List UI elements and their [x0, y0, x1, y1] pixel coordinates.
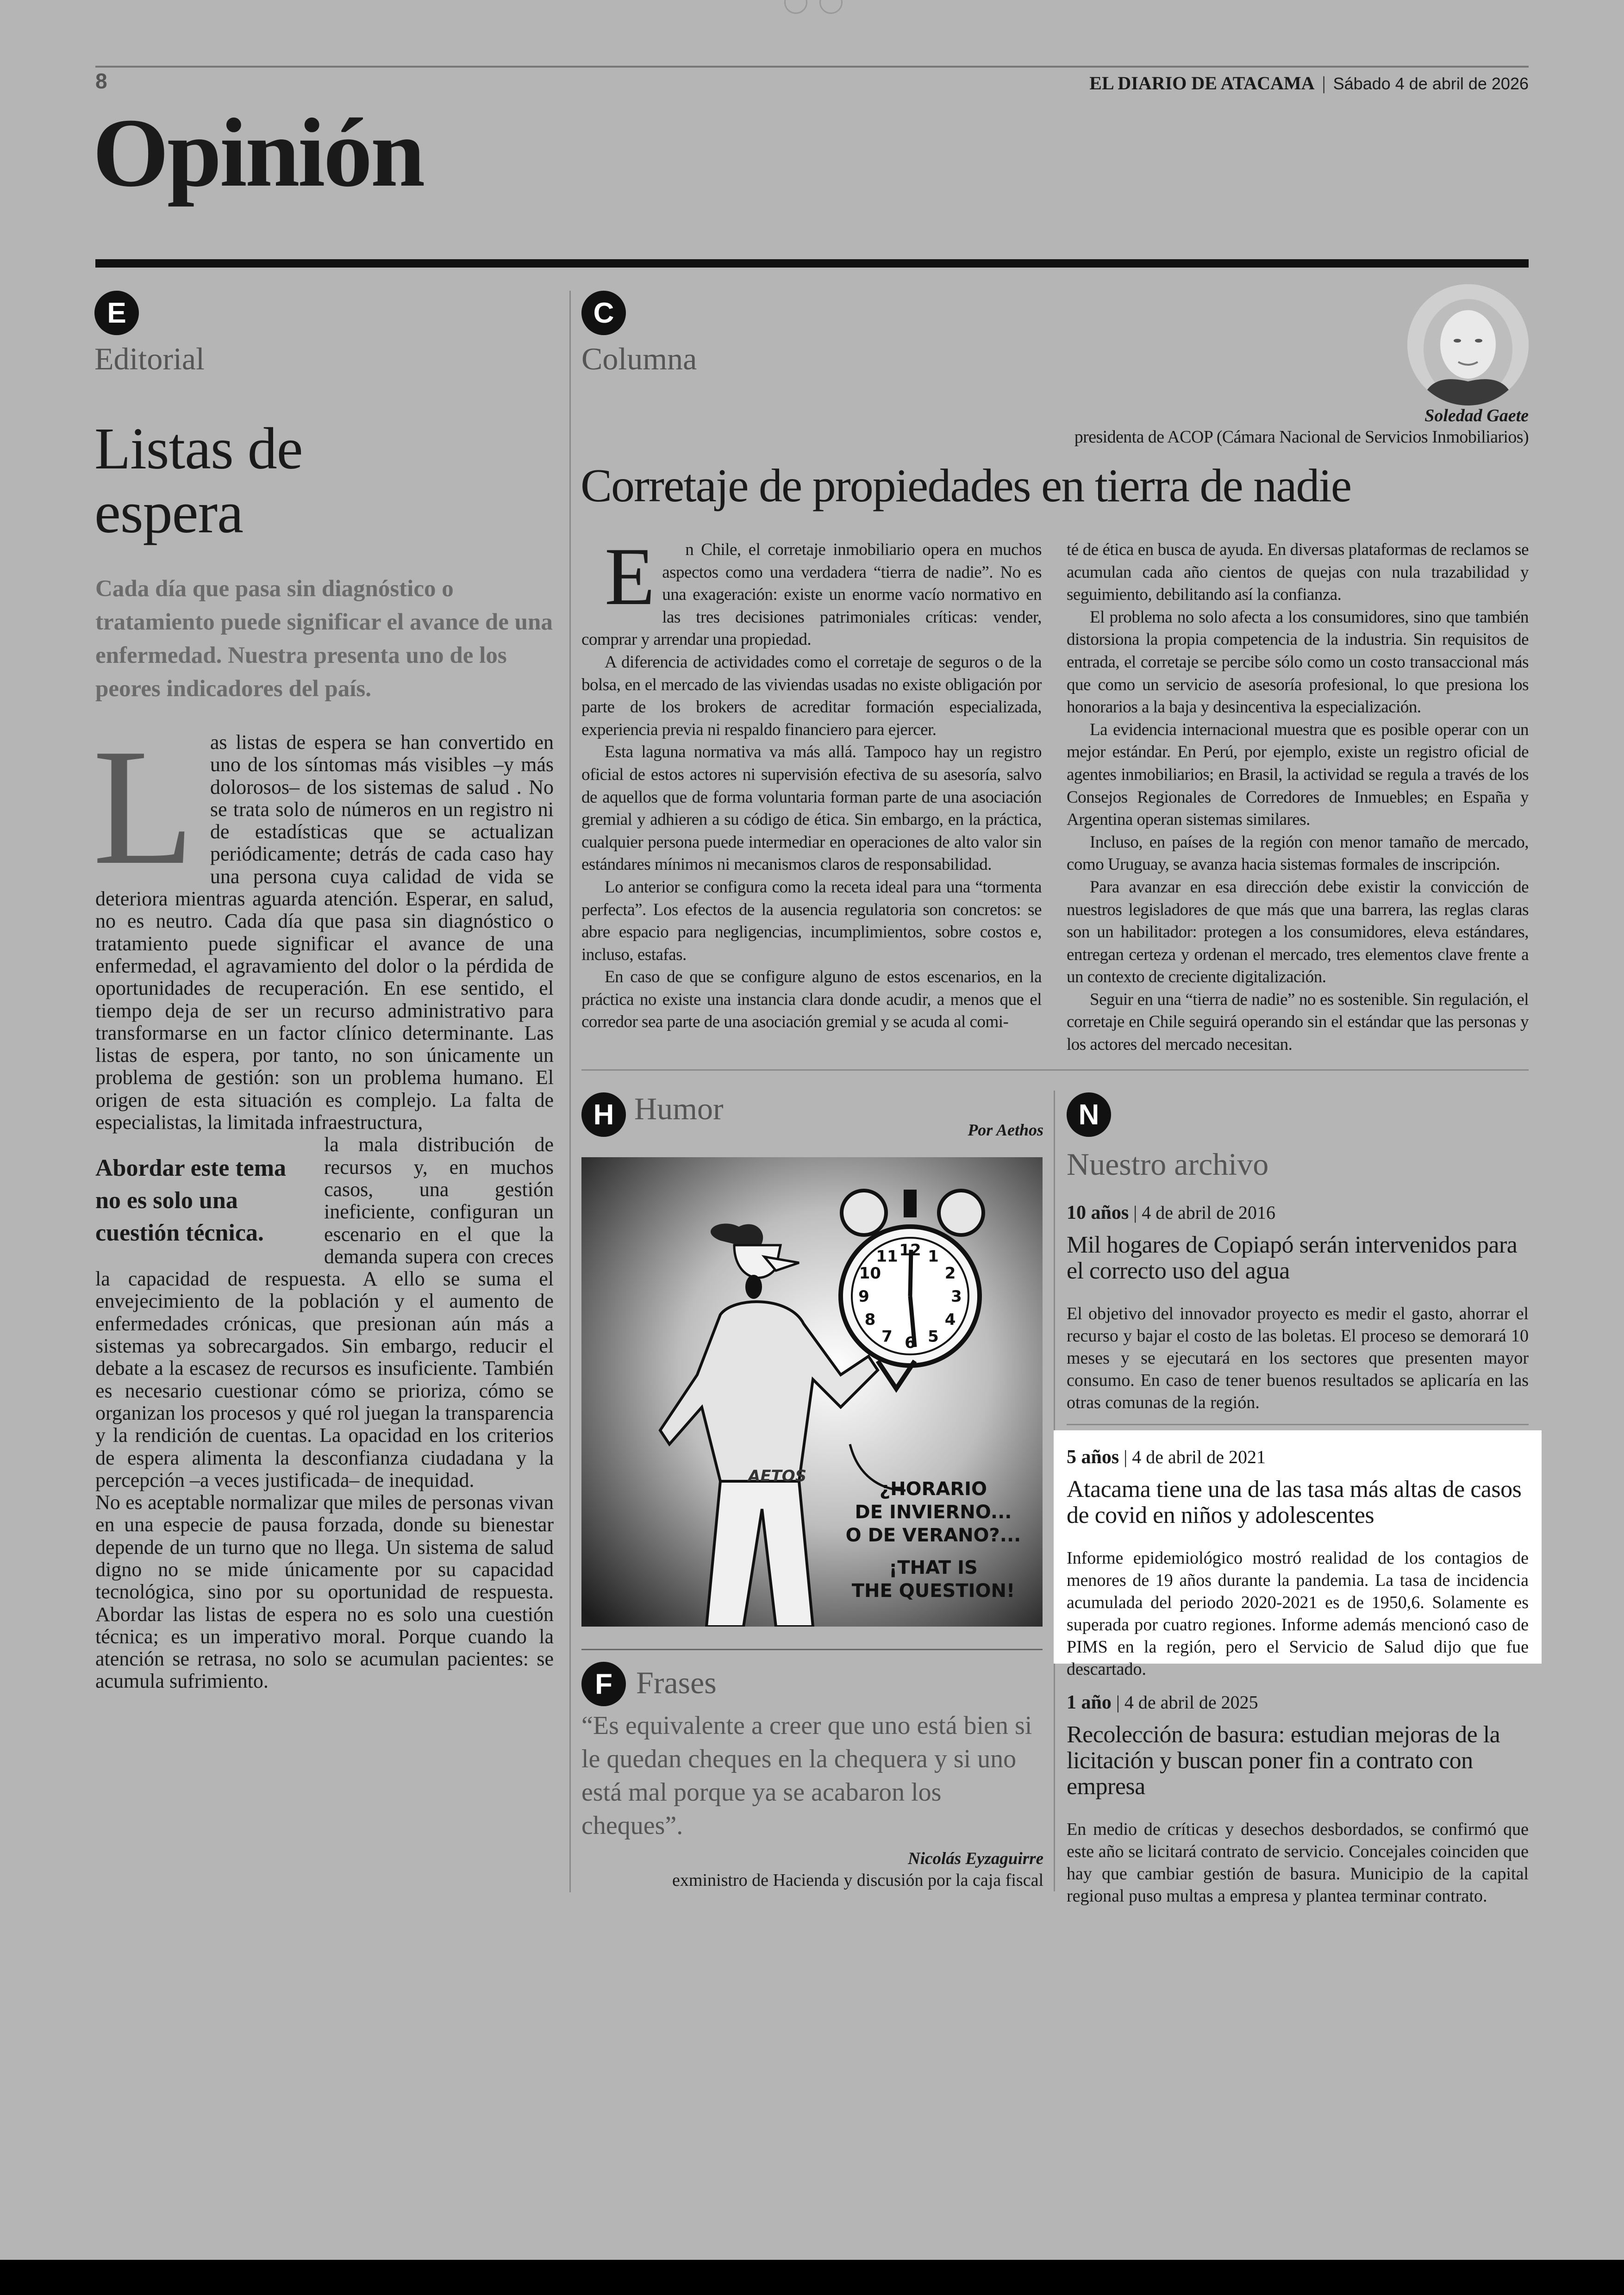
- columna-right-para-3: La evidencia internacional muestra que es posible operar con un mejor estándar. En Perú, por ejemplo, existe un registro oficial de agentes inmobiliarios; en Brasil, la actividad se regula a través de los Consejos Regionales de Corredores de Inmuebles; en España y Argentina operan sistemas similares.: [1067, 720, 1529, 829]
- columna-dropcap: E: [605, 530, 655, 622]
- columna-title: Corretaje de propiedades en tierra de nadie: [581, 460, 1351, 512]
- bubble-text-2: DE INVIERNO...: [855, 1502, 1012, 1523]
- frases-label: Frases: [636, 1665, 717, 1700]
- cartoon: [581, 1157, 1043, 1627]
- editorial-badge: E: [94, 291, 139, 335]
- editorial-title-line1: Listas de: [94, 416, 303, 481]
- masthead-separator: |: [1322, 73, 1326, 94]
- archive-divider-1: [1067, 1424, 1529, 1425]
- columna-right-para-5: Para avanzar en esa dirección debe existir la convicción de nuestros legisladores de que más que una barrera, las reglas claras son un habilitador: protegen a los consumidores, eleva estándares, entregan certeza y ordenan el mercado, tres elementos clave frente a un contexto de creciente digitalización.: [1067, 877, 1529, 987]
- clock-number: 9: [858, 1287, 869, 1306]
- clock-number: 3: [951, 1287, 962, 1306]
- archive-item-title: Mil hogares de Copiapó serán intervenidos para el correcto uso del agua: [1067, 1232, 1518, 1284]
- columna-right-column: [1067, 539, 1529, 1056]
- divider-horizontal: [581, 1069, 1529, 1071]
- archive-item-2: [1067, 1446, 1529, 1680]
- archive-separator: |: [1133, 1202, 1137, 1223]
- clock-number: 6: [905, 1334, 916, 1352]
- editorial-label: Editorial: [94, 341, 205, 376]
- clock-number: 1: [928, 1247, 939, 1266]
- clock-number: 11: [876, 1247, 898, 1266]
- archivo-label: Nuestro archivo: [1067, 1147, 1269, 1182]
- archive-item-meta: [1067, 1446, 1529, 1468]
- columna-left-para-5: En caso de que se configure alguno de estos escenarios, en la práctica no existe una instancia clara donde acudir, a menos que el corredor sea parte de una asociación gremial y se acuda al comi-: [581, 967, 1042, 1032]
- archive-item-3: [1067, 1691, 1529, 1907]
- cartoon-signature: AETOS: [748, 1467, 807, 1485]
- frases-badge: F: [581, 1662, 626, 1706]
- page-nav-prev-icon[interactable]: [784, 0, 807, 14]
- archive-item-text: El objetivo del innovador proyecto es medir el gasto, ahorrar el recurso y bajar el costo de las boletas. El proceso se demorará 10 meses y se ejecutará en los sectores que presenten mayor consumo. En caso de tener buenos resultados se aplicaría en las otras comunas de la región.: [1067, 1304, 1529, 1412]
- clock-number: 2: [944, 1264, 956, 1283]
- archive-separator: |: [1124, 1447, 1128, 1467]
- author-name: Soledad Gaete: [1424, 406, 1529, 425]
- frases-role: exministro de Hacienda y discusión por la caja fiscal: [672, 1871, 1043, 1890]
- archive-item-1: [1067, 1202, 1529, 1414]
- humor-label: Humor: [634, 1091, 724, 1126]
- clock-number: 8: [864, 1310, 876, 1329]
- editorial-para1: as listas de espera se han convertido en uno de los síntomas más visibles –y más dolorosos– de los sistemas de salud . No se trata solo de números en un registro ni de estadísticas que se actualizan periódicamente; detrás de cada caso hay una persona cuya calidad de vida se deteriora mientras aguarda atención. Esperar, en salud, no es neutro. Cada día que pasa sin diagnóstico o tratamiento puede significar el avance de una enfermedad, el agravamiento del dolor o la pérdida de oportunidades de recuperación. En ese sentido, el tiempo deja de ser un recurso administrativo para transformarse en un factor clínico determinante. Las listas de espera, por tanto, no son únicamente un problema de gestión: son un problema humano. El origen de esta situación es complejo. La falta de especialistas, la limitada infraestructura,: [95, 731, 554, 1134]
- archive-item-date: 4 de abril de 2016: [1142, 1202, 1276, 1223]
- archive-item-date: 4 de abril de 2025: [1124, 1692, 1258, 1713]
- editorial-lead: Cada día que pasa sin diagnóstico o tratamiento puede significar el avance de una enfermedad. Nuestra presenta uno de los peores indicadores del país.: [95, 576, 553, 702]
- masthead-line: [1089, 72, 1529, 94]
- archive-item-ago: 10 años: [1067, 1202, 1129, 1223]
- page-nav-next-icon[interactable]: [819, 0, 843, 14]
- columna-left-para-2: A diferencia de actividades como el corretaje de seguros o de la bolsa, en el mercado de las viviendas usadas no existe obligación por parte de los brokers de acreditar formación especializada, experiencia previa ni respaldo financiero para ejercer.: [581, 652, 1042, 739]
- columna-right-para-1: té de ética en busca de ayuda. En diversas plataformas de reclamos se acumulan cada año cientos de quejas con nula trazabilidad y seguimiento, debilitando así la confianza.: [1067, 540, 1529, 605]
- author-photo: [1407, 284, 1529, 405]
- editorial-para2: No es aceptable normalizar que miles de personas vivan en una especie de pausa forzada, donde su bienestar depende de un turno que no llega. Un sistema de salud digno no se mide únicamente por su capacidad tecnológica, sino por su oportunidad de respuesta. Abordar las listas de espera no es solo una cuestión técnica; es un imperativo moral. Porque cuando la atención se retrasa, no solo se acumulan pacientes: se acumula sufrimiento.: [95, 1491, 554, 1693]
- author-portrait-icon: [1407, 284, 1529, 405]
- columna-badge: C: [581, 291, 626, 335]
- editorial-body: [93, 714, 554, 1693]
- columna-label: Columna: [581, 341, 697, 376]
- page-number: 8: [95, 69, 107, 93]
- humor-badge: H: [581, 1092, 626, 1137]
- editorial-title-line2: espera: [94, 480, 243, 545]
- editorial-title: [94, 417, 303, 544]
- archive-item-meta: [1067, 1202, 1529, 1224]
- columna-right-para-2: El problema no solo afecta a los consumidores, sino que también distorsiona la propia competencia de la industria. Sin requisitos de entrada, el corretaje se percibe sólo como un costo transaccional más que como un servicio de asesoría profesional, lo que presiona los honorarios a la baja y desincentiva la especialización.: [1067, 607, 1529, 717]
- editorial-pullquote: Abordar este tema no es solo una cuestión técnica.: [95, 1155, 287, 1247]
- bubble-text-5: THE QUESTION!: [851, 1580, 1015, 1602]
- columna-left-para-3: Esta laguna normativa va más allá. Tampoco hay un registro oficial de estos actores ni supervisión efectiva de su asesoría, salvo de aquellos que de forma voluntaria forman parte de una asociación gremial y adhieren a su código de ética. Sin embargo, en la práctica, cualquier persona puede intermediar en operaciones de alto valor sin estándares mínimos ni mecanismos claros de responsabilidad.: [581, 742, 1042, 874]
- humor-bottom-rule: [581, 1649, 1043, 1650]
- archive-item-date: 4 de abril de 2021: [1132, 1447, 1266, 1467]
- archive-item-text: En medio de críticas y desechos desbordados, se confirmó que este año se licitará contrato de servicio. Concejales coinciden que hay que cambiar gestión de basura. Municipio de la capital regional puso multas a empresa y plantea terminar contrato.: [1067, 1820, 1529, 1906]
- archive-item-meta: [1067, 1691, 1529, 1714]
- clock-number: 12: [899, 1241, 921, 1260]
- frases-quote: “Es equivalente a creer que uno está bien si le quedan cheques en la chequera y si uno está mal porque ya se acabaron los cheques”.: [581, 1711, 1032, 1840]
- header-bottom-rule: [95, 259, 1529, 268]
- clock-number: 10: [859, 1264, 881, 1283]
- newspaper-name: EL DIARIO DE ATACAMA: [1089, 73, 1315, 94]
- archive-separator: |: [1116, 1692, 1120, 1713]
- archive-item-text: Informe epidemiológico mostró realidad de los contagios de menores de 19 años durante la pandemia. La tasa de incidencia acumulada del periodo 2020-2021 es de 1950,6. Solamente es superada por cuatro regiones. Informe además mencionó caso de PIMS en la región, pero el Servicio de Salud dijo que fue descartado.: [1067, 1548, 1529, 1679]
- editorial-para1-cont: la mala distribución de recursos y, en muchos casos, una gestión ineficiente, configuran un escenario en el que la demanda supera con creces la capacidad de respuesta. A ello se suma el envejecimiento de la población y el aumento de enfermedades crónicas, que presionan aún más a sistemas ya sobrecargados. Sin embargo, reducir el debate a la escasez de recursos es insuficiente. También es necesario cuestionar cómo se prioriza, cómo se organizan los procesos y qué rol juegan la transparencia y la rendición de cuentas. La opacidad en los criterios de espera alimenta la desconfianza ciudadana y la percepción –a veces justificada– de inequidad.: [95, 1133, 554, 1491]
- bottom-bar: [0, 2260, 1624, 2295]
- archive-item-title: Recolección de basura: estudian mejoras de la licitación y buscan poner fin a contrato con empresa: [1067, 1721, 1500, 1800]
- columna-left-para-1: n Chile, el corretaje inmobiliario opera en muchos aspectos como una verdadera “tierra de nadie”. No es una exageración: existe un enorme vacío normativo en las tres decisiones patrimoniales críticas: vender, comprar y arrendar una propiedad.: [581, 540, 1042, 649]
- archive-item-ago: 1 año: [1067, 1692, 1112, 1713]
- author-role: presidenta de ACOP (Cámara Nacional de Servicios Inmobiliarios): [1074, 427, 1529, 447]
- bubble-text-1: ¿HORARIO: [879, 1478, 987, 1500]
- archive-item-title: Atacama tiene una de las tasa más altas de casos de covid en niños y adolescentes: [1067, 1476, 1522, 1528]
- editorial-dropcap: L: [93, 714, 194, 899]
- bubble-text-3: O DE VERANO?...: [845, 1525, 1021, 1546]
- bubble-text-4: ¡THAT IS: [889, 1557, 978, 1578]
- columna-right-para-6: Seguir en una “tierra de nadie” no es sostenible. Sin regulación, el corretaje en Chile seguirá operando sin el estándar que las personas y los actores del mercado necesitan.: [1067, 990, 1529, 1054]
- issue-date: Sábado 4 de abril de 2026: [1333, 74, 1529, 93]
- clock-number: 4: [944, 1310, 956, 1329]
- frases-author: Nicolás Eyzaguirre: [908, 1849, 1043, 1868]
- clock-number: 7: [881, 1327, 893, 1346]
- humor-credit: Por Aethos: [968, 1121, 1043, 1139]
- header-top-rule: [95, 66, 1529, 68]
- section-title: Opinión: [93, 98, 424, 207]
- archivo-badge: N: [1067, 1092, 1111, 1137]
- clock-number: 5: [928, 1327, 939, 1346]
- columna-left-column: [581, 530, 1042, 1034]
- columna-left-para-4: Lo anterior se configura como la receta ideal para una “tormenta perfecta”. Los efectos de la ausencia regulatoria son concretos: se abre espacio para negligencias, incumplimientos, sobre costos e, incluso, estafas.: [581, 877, 1042, 964]
- columna-right-para-4: Incluso, en países de la región con menor tamaño de mercado, como Uruguay, se avanza hacia sistemas formales de inscripción.: [1067, 832, 1529, 874]
- cartoon-illustration: [581, 1157, 1043, 1627]
- archive-item-ago: 5 años: [1067, 1447, 1119, 1468]
- divider-left: [569, 291, 571, 1892]
